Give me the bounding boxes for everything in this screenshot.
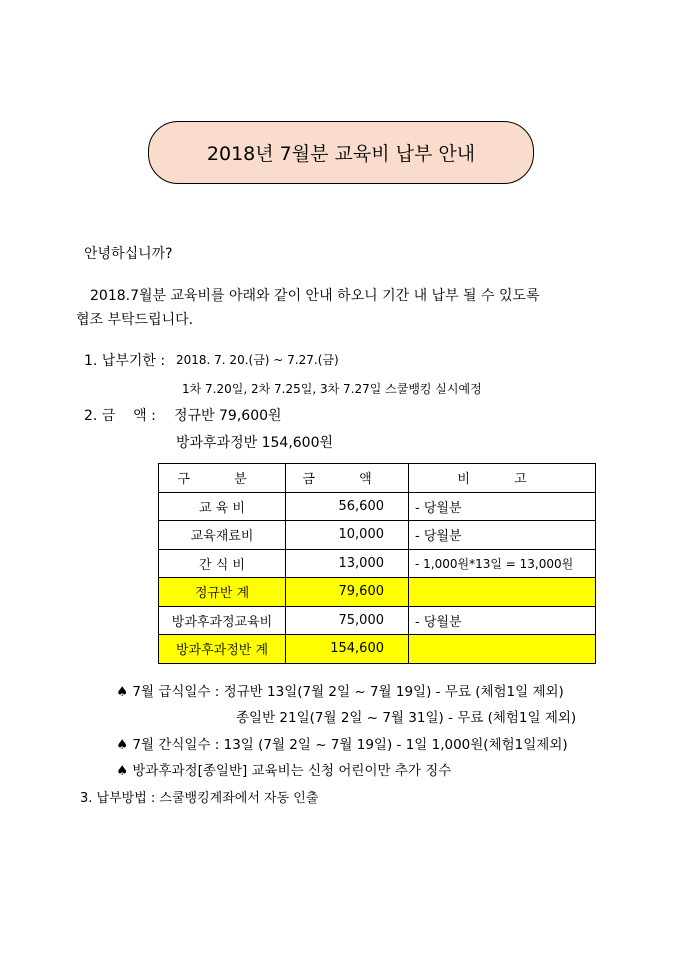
greeting: 안녕하십니까? bbox=[84, 246, 173, 262]
row-note bbox=[409, 635, 596, 664]
row-amount: 79,600 bbox=[286, 578, 409, 607]
row-name: 방과후과정교육비 bbox=[159, 606, 286, 635]
note-meal-days-fullday: 종일반 21일(7월 2일 ~ 7월 31일) - 무료 (체험1일 제외) bbox=[236, 710, 577, 726]
table-row-subtotal bbox=[159, 578, 596, 607]
row-name: 간 식 비 bbox=[159, 549, 286, 578]
deadline-value: 2018. 7. 20.(금) ~ 7.27.(금) bbox=[176, 353, 339, 367]
row-amount: 56,600 bbox=[286, 492, 409, 521]
row-name: 정규반 계 bbox=[159, 578, 286, 607]
title-box bbox=[148, 121, 534, 184]
deadline-label: 1. 납부기한 : bbox=[84, 353, 166, 369]
row-note: - 당월분 bbox=[409, 606, 596, 635]
row-note: - 당월분 bbox=[409, 521, 596, 550]
table-row bbox=[159, 606, 596, 635]
amount-afterschool: 방과후과정반 154,600원 bbox=[176, 435, 334, 451]
row-amount: 154,600 bbox=[286, 635, 409, 664]
header-amount: 금 액 bbox=[286, 464, 409, 493]
amount-label: 2. 금 액 : bbox=[84, 408, 156, 424]
table-row-subtotal bbox=[159, 635, 596, 664]
row-amount: 10,000 bbox=[286, 521, 409, 550]
row-amount: 75,000 bbox=[286, 606, 409, 635]
table-row bbox=[159, 492, 596, 521]
row-note: - 1,000원*13일 = 13,000원 bbox=[409, 549, 596, 578]
intro-line-2: 협조 부탁드립니다. bbox=[76, 312, 194, 328]
note-snack-days: ♠ 7월 간식일수 : 13일 (7월 2일 ~ 7월 19일) - 1일 1,000원(체험1일제외) bbox=[116, 737, 568, 753]
row-name: 방과후과정반 계 bbox=[159, 635, 286, 664]
row-name: 교육재료비 bbox=[159, 521, 286, 550]
fee-table bbox=[158, 463, 596, 664]
note-afterschool: ♠ 방과후과정[종일반] 교육비는 신청 어린이만 추가 징수 bbox=[116, 763, 452, 779]
table-header-row bbox=[159, 464, 596, 493]
payment-method: 3. 납부방법 : 스쿨뱅킹계좌에서 자동 인출 bbox=[80, 791, 319, 806]
row-note bbox=[409, 578, 596, 607]
row-name: 교 육 비 bbox=[159, 492, 286, 521]
row-note: - 당월분 bbox=[409, 492, 596, 521]
note-meal-days: ♠ 7월 급식일수 : 정규반 13일(7월 2일 ~ 7월 19일) - 무료 (체험1일 제외) bbox=[116, 684, 564, 700]
intro-line-1: 2018.7월분 교육비를 아래와 같이 안내 하오니 기간 내 납부 될 수 있도록 bbox=[90, 288, 540, 304]
header-note: 비 고 bbox=[409, 464, 596, 493]
row-amount: 13,000 bbox=[286, 549, 409, 578]
table-row bbox=[159, 549, 596, 578]
header-category: 구 분 bbox=[159, 464, 286, 493]
deadline-schedule: 1차 7.20일, 2차 7.25일, 3차 7.27일 스쿨뱅킹 실시예정 bbox=[182, 382, 482, 396]
amount-regular: 정규반 79,600원 bbox=[174, 408, 282, 424]
table-row bbox=[159, 521, 596, 550]
page-title: 2018년 7월분 교육비 납부 안내 bbox=[206, 143, 476, 165]
